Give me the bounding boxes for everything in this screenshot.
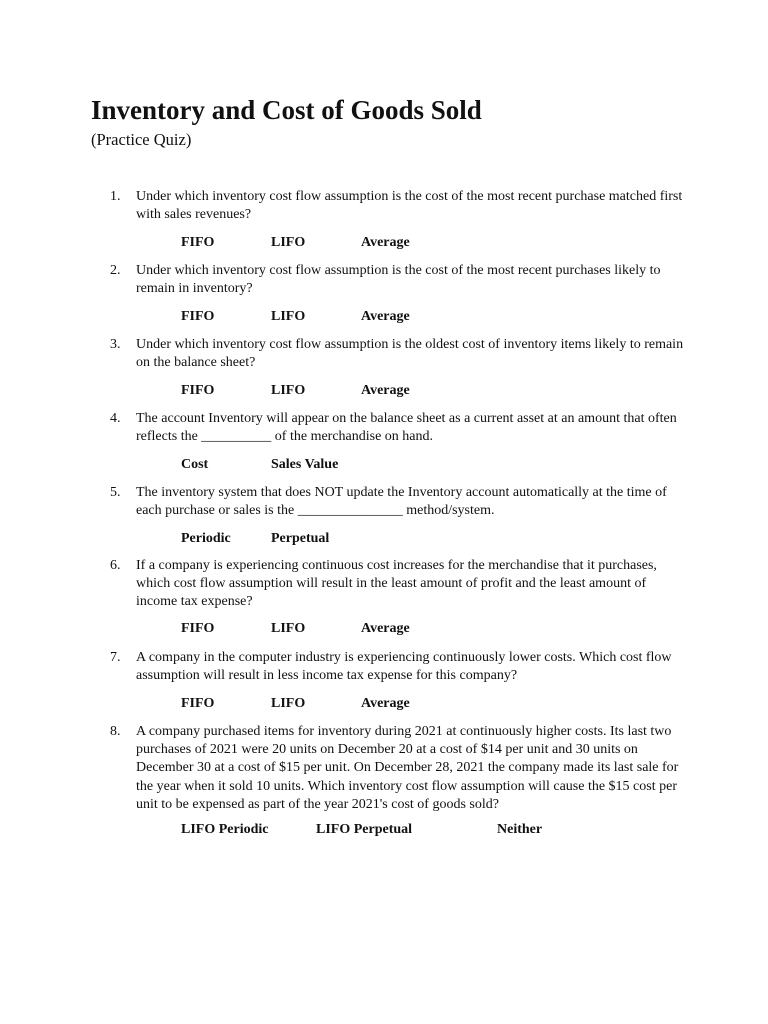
question-text-line: on the balance sheet? <box>136 355 256 371</box>
question-text-line: Under which inventory cost flow assumption is the oldest cost of inventory items likely to remain <box>136 337 684 352</box>
question-text <box>136 649 681 685</box>
answer-option-average[interactable]: Average <box>361 383 410 398</box>
question-text <box>136 410 681 446</box>
question-number: 6. <box>110 558 121 573</box>
question-text-line: The inventory system that does NOT update the Inventory account automatically at the time of <box>136 485 667 500</box>
question-text-line: purchases of 2021 were 20 units on December 20 at a cost of $14 per unit and 30 units on <box>136 742 638 758</box>
question-number: 1. <box>110 189 121 204</box>
question-text-line: remain in inventory? <box>136 281 253 297</box>
question-number: 4. <box>110 411 121 426</box>
question-text-line: assumption will result in less income tax expense for this company? <box>136 668 518 684</box>
question-number: 2. <box>110 263 121 278</box>
question-text-line: Under which inventory cost flow assumption is the cost of the most recent purchases likely to <box>136 263 661 278</box>
question-text-line: December 30 at a cost of $15 per unit. On December 28, 2021 the company made its last sale for <box>136 760 679 776</box>
answer-option-lifo[interactable]: LIFO <box>271 309 306 324</box>
answer-option-lifo[interactable]: LIFO <box>271 696 306 711</box>
question-text <box>136 723 681 814</box>
answer-option-periodic[interactable]: Periodic <box>181 531 231 546</box>
answer-option-lifo[interactable]: LIFO <box>271 235 306 250</box>
question-text <box>136 262 681 298</box>
answer-option-average[interactable]: Average <box>361 696 410 711</box>
question-text <box>136 484 681 520</box>
answer-option-fifo[interactable]: FIFO <box>181 309 215 324</box>
question-text-line: which cost flow assumption will result in the least amount of profit and the least amount of <box>136 576 647 592</box>
answer-option-average[interactable]: Average <box>361 235 410 250</box>
question-text-line: reflects the __________ of the merchandise on hand. <box>136 429 434 445</box>
answer-option-fifo[interactable]: FIFO <box>181 235 215 250</box>
answer-option-neither[interactable]: Neither <box>497 822 543 837</box>
question-text-line: unit to be expensed as part of the year 2021's cost of goods sold? <box>136 796 499 812</box>
answer-option-perpetual[interactable]: Perpetual <box>271 531 330 546</box>
question-number: 5. <box>110 485 121 500</box>
question-text-line: If a company is experiencing continuous cost increases for the merchandise that it purchases, <box>136 558 657 573</box>
question-text-line: the year when it sold 10 units. Which inventory cost flow assumption will cause the $15 cost per <box>136 778 677 794</box>
document-title: Inventory and Cost of Goods Sold <box>91 95 482 125</box>
answer-option-lifo[interactable]: LIFO <box>271 383 306 398</box>
question-text-line: with sales revenues? <box>136 207 252 223</box>
question-text-line: A company purchased items for inventory during 2021 at continuously higher costs. Its last two <box>136 724 672 739</box>
answer-option-lifo-perpetual[interactable]: LIFO Perpetual <box>316 822 413 837</box>
answer-option-sales-value[interactable]: Sales Value <box>271 457 339 472</box>
document-subtitle: (Practice Quiz) <box>91 130 192 149</box>
answer-option-lifo[interactable]: LIFO <box>271 621 306 636</box>
question-text-line: Under which inventory cost flow assumption is the cost of the most recent purchase matched first <box>136 189 683 204</box>
question-text <box>136 336 684 372</box>
answer-option-cost[interactable]: Cost <box>181 457 209 472</box>
question-text <box>136 188 681 224</box>
answer-option-average[interactable]: Average <box>361 621 410 636</box>
answer-option-average[interactable]: Average <box>361 309 410 324</box>
question-text-line: income tax expense? <box>136 594 253 610</box>
question-text-line: A company in the computer industry is experiencing continuously lower costs. Which cost flow <box>136 650 672 665</box>
answer-option-lifo-periodic[interactable]: LIFO Periodic <box>181 822 269 837</box>
answer-option-fifo[interactable]: FIFO <box>181 383 215 398</box>
question-text <box>136 557 681 612</box>
question-number: 8. <box>110 724 121 739</box>
answer-option-fifo[interactable]: FIFO <box>181 621 215 636</box>
question-number: 7. <box>110 650 121 665</box>
question-text-line: The account Inventory will appear on the balance sheet as a current asset at an amount that often <box>136 411 677 426</box>
question-text-line: each purchase or sales is the _______________ method/system. <box>136 503 495 519</box>
question-number: 3. <box>110 337 121 352</box>
answer-option-fifo[interactable]: FIFO <box>181 696 215 711</box>
